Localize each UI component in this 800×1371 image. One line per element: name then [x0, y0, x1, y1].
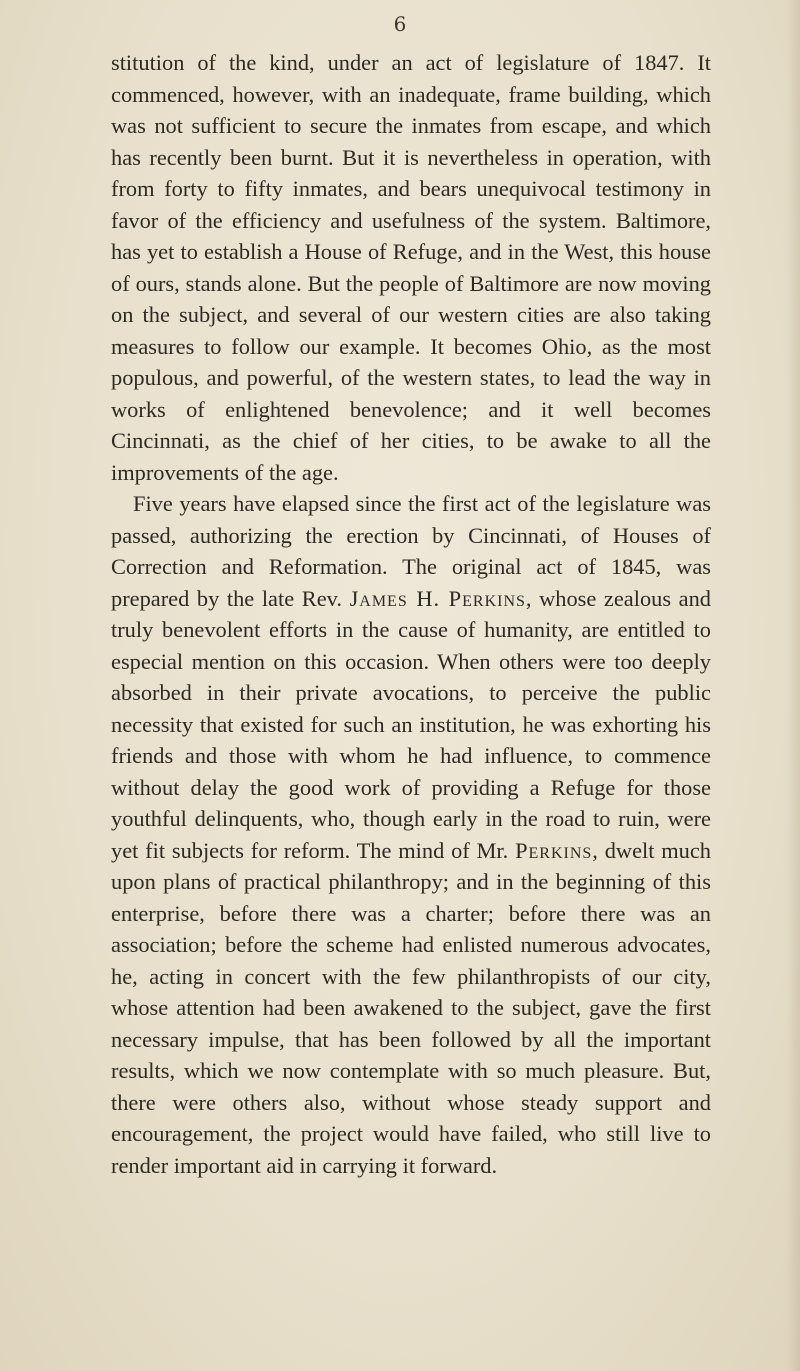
- text-segment: , whose zealous and truly benevolent efforts in the cause of humanity, are entitled to especial mention on this occasion. When others were too deeply absorbed in their private avocations, to perceive the public necessity that existed for such an institution, he was exhorting his friends and those with whom he had influence, to commence without delay the good work of providing a Refuge for those youthful delinquents, who, though early in the road to ruin, were yet fit subjects for reform. The mind of Mr.: [111, 585, 711, 863]
- page-edge-shadow: [786, 0, 800, 1371]
- text-segment: Five years have elapsed since the first act of the legislature was passed, authorizing the erection by Cincinnati, of Houses of Correction and Reformation. The original act of 1845, was prepared by the late Rev.: [111, 491, 711, 611]
- paragraph-1: [111, 47, 711, 488]
- page-number: 6: [393, 12, 407, 36]
- author-name-james-perkins: James H. Perkins: [349, 585, 526, 611]
- text-segment: , dwelt much upon plans of practical philanthropy; and in the beginning of this enterprise, before there was a charter; before there was an association; before the scheme had enlisted numerous advocates, he, acting in concert with the few philanthropists of our city, whose attention had been awakened to the subject, gave the first necessary impulse, that has been followed by all the important results, which we now contemplate with so much pleasure. But, there were others also, without whose steady support and encouragement, the project would have failed, who still live to render important aid in carrying it forward.: [111, 837, 711, 1178]
- text-segment: stitution of the kind, under an act of legislature of 1847. It commenced, however, with an inadequate, frame building, which was not sufficient to secure the inmates from escape, and which has recently been burnt. But it is nevertheless in operation, with from forty to fifty inmates, and bears unequivocal testimony in favor of the efficiency and usefulness of the system. Baltimore, has yet to establish a House of Refuge, and in the West, this house of ours, stands alone. But the people of Baltimore are now moving on the subject, and several of our western cities are also taking measures to follow our example. It becomes Ohio, as the most populous, and powerful, of the western states, to lead the way in works of enlightened benevolence; and it well becomes Cincinnati, as the chief of her cities, to be awake to all the improvements of the age.: [111, 50, 711, 485]
- body-text: [111, 47, 711, 1181]
- paragraph-2: [111, 488, 711, 1181]
- author-name-perkins: Perkins: [515, 837, 593, 863]
